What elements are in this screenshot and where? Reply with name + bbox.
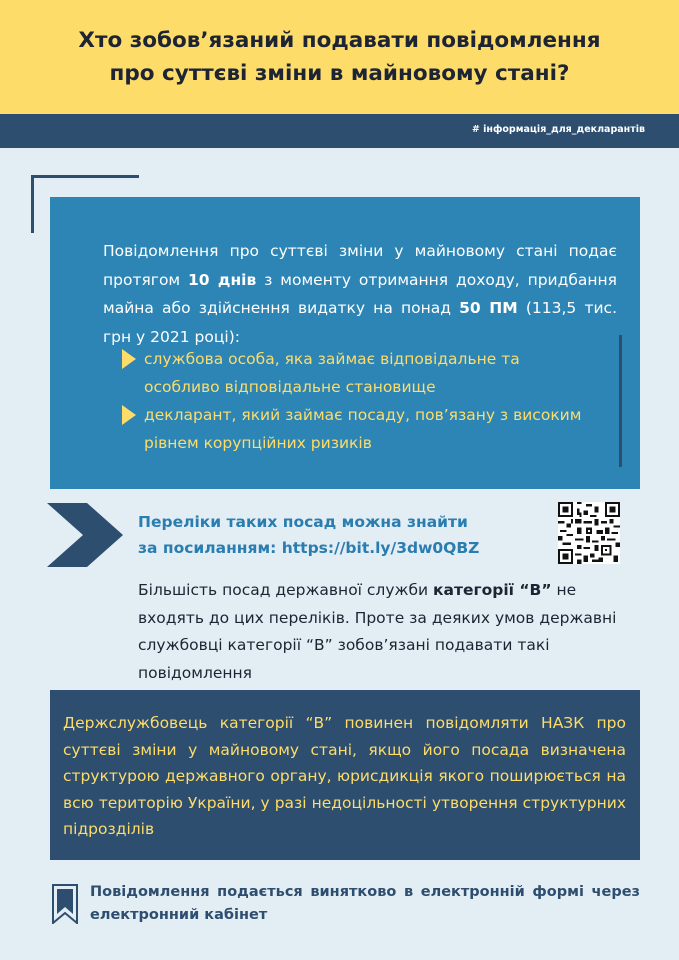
decor-corner-right-vertical <box>619 335 622 467</box>
triangle-bullet-icon <box>122 405 136 425</box>
decor-corner-top-horizontal <box>31 175 139 178</box>
link-line-1: Переліки таких посад можна знайти <box>138 513 468 531</box>
qr-code-icon[interactable] <box>558 502 620 564</box>
category-b-info-text: Держслужбовець категорії “В” повинен повідомляти НАЗК про суттєві зміни у майновому стані, якщо його посада визначена структурою державного органу, юрисдикція якого поширюється на всю територію України, у разі недоцільності утворення структурних підрозділів <box>63 714 626 838</box>
deadline-bold: 10 днів <box>188 270 257 289</box>
obligated-persons-list <box>122 345 592 457</box>
positions-link-text[interactable] <box>138 509 548 561</box>
category-b-note: Більшість посад державної служби категорії “В” не входять до цих переліків. Проте за деяких умов державні службовці категорії “В” зобов’язані подавати такі повідомлення <box>138 581 617 682</box>
threshold-bold: 50 ПМ <box>459 299 518 317</box>
category-b-info-box <box>50 690 640 860</box>
page-title <box>78 24 600 90</box>
list-item: декларант, який займає посаду, пов’язану з високим рівнем корупційних ризиків <box>122 401 592 457</box>
title-line-2: про суттєві зміни в майновому стані? <box>109 61 570 86</box>
title-line-1: Хто зобов’язаний подавати повідомлення <box>78 28 601 53</box>
main-info-paragraph: Повідомлення про суттєві зміни у майновому стані подає протягом 10 днів з моменту отримання доходу, придбання майна або здійснення видатку на понад 50 ПМ (113,5 тис. грн у 2021 році): <box>103 242 617 346</box>
triangle-bullet-icon <box>122 349 136 369</box>
bookmark-icon <box>52 884 78 924</box>
electronic-submission-note: Повідомлення подається винятково в електронній формі через електронний кабінет <box>90 884 640 923</box>
main-info-box <box>50 197 640 489</box>
decor-corner-top-vertical <box>31 175 34 233</box>
link-line-2[interactable]: за посиланням: https://bit.ly/3dw0QBZ <box>138 539 480 557</box>
hashtag-bar <box>0 114 679 148</box>
hashtag-label: # інформація_для_декларантів <box>471 124 645 135</box>
header-banner <box>0 0 679 114</box>
chevron-right-icon <box>47 503 123 567</box>
category-b-bold: категорії “В” <box>433 581 552 599</box>
list-item: службова особа, яка займає відповідальне та особливо відповідальне становище <box>122 345 592 401</box>
